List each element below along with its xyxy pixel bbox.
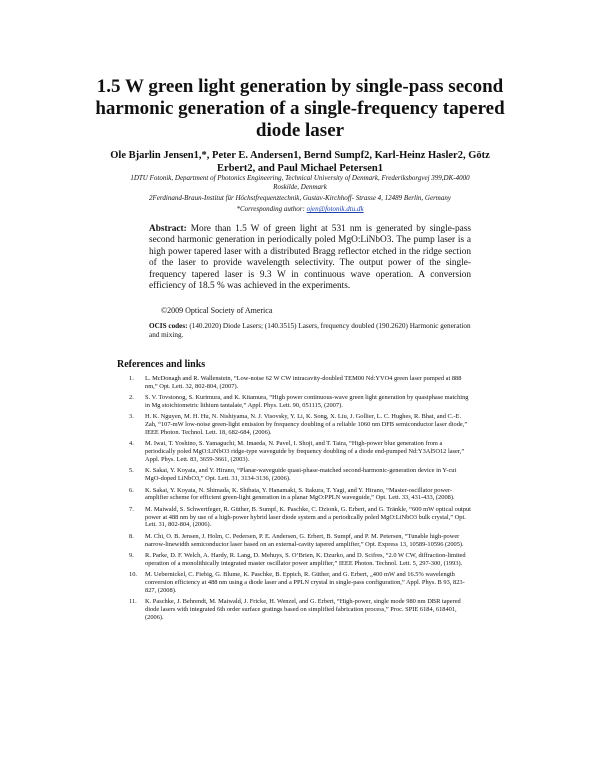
reference-item (117, 375, 473, 391)
reference-item (117, 467, 473, 483)
reference-item (117, 440, 473, 463)
ocis-text: (140.2020) Diode Lasers; (140.3515) Lasers, frequency doubled (190.2620) Harmonic generation and mixing. (149, 322, 471, 339)
reference-number: 3. (129, 413, 134, 421)
reference-item (117, 552, 473, 568)
ocis-label: OCIS codes: (149, 322, 188, 330)
reference-number: 9. (129, 551, 134, 559)
reference-item (117, 413, 473, 436)
reference-text: K. Sakai, Y. Koyata, N. Shimada, K. Shibata, Y. Hanamaki, S. Itakura, T. Yagi, and Y. Hirano, “Master-oscillator power-amplifier scheme for efficient green-light generation in a planar MgO:PPLN waveguide,” Opt. Lett. 33, 431-433, (2008). (145, 486, 455, 502)
reference-number: 1. (129, 375, 134, 382)
reference-number: 10. (129, 571, 137, 579)
affiliation-2: 2Ferdinand-Braun-Institut für Höchstfrequenztechnik, Gustav-Kirchhoff- Strasse 4, 12489 Berlin, Germany (149, 194, 451, 202)
reference-number: 6. (129, 486, 134, 494)
reference-text: H. K. Nguyen, M. H. Hu, N. Nishiyama, N. J. Visovsky, Y. Li, K. Song, X. Liu, J. Gollier, L. C. Hughes, R. Bhat, and C.-E. Zah, “107-mW low-noise green-light emission by frequency doubling of a reliable 1060 nm DFB semiconductor laser diode,” IEEE Photon. Technol. Lett. 18, 682-684, (2006). (145, 413, 468, 436)
paper-title: 1.5 W green light generation by single-pass second harmonic generation of a single-frequency tapered diode laser (95, 76, 505, 141)
abstract (149, 224, 471, 292)
reference-number: 4. (129, 440, 134, 448)
copyright-notice: ©2009 Optical Society of America (161, 306, 273, 315)
reference-text: R. Parke, D. F. Welch, A. Hardy, R. Lang, D. Mehuys, S. O’Brien, K. Dzurko, and D. Scifres, “2.0 W CW, diffraction-limited operation of a monolithically integrated master oscillator power amplifier,” IEEE Photon. Technol. Lett. 5, 297-300, (1993). (145, 551, 466, 567)
affiliations (120, 174, 480, 216)
reference-text: S. V. Tovstonog, S. Kurimura, and K. Kitamura, “High power continuous-wave green light generation by quasiphase matching in Mg stoichiometric lithium tantalate,” Appl. Phys. Lett. 90, 051115, (2007). (145, 394, 469, 409)
reference-item (117, 394, 473, 410)
author-email-link[interactable]: ojen@fotonik.dtu.dk (306, 205, 364, 213)
reference-list (117, 375, 473, 625)
reference-number: 5. (129, 467, 134, 475)
reference-text: M. Uebernickel, C. Fiebig, G. Blume, K. Paschke, B. Eppich, R. Güther, and G. Erbert, „400 mW and 16.5% wavelength conversion efficiency at 488 nm using a diode laser and a PPLN crystal in single-pass configuration,” Appl. Phys. B 93, 823-827, (2008). (145, 571, 465, 594)
reference-item (117, 571, 473, 594)
reference-number: 8. (129, 532, 134, 540)
references-heading: References and links (117, 359, 206, 370)
reference-item (117, 487, 473, 503)
author-list: Ole Bjarlin Jensen1,*, Peter E. Andersen1, Bernd Sumpf2, Karl-Heinz Hasler2, Götz Erbert2, and Paul Michael Petersen1 (110, 150, 490, 174)
abstract-label: Abstract: (149, 224, 187, 234)
reference-number: 11. (129, 598, 137, 606)
reference-item (117, 598, 473, 621)
reference-item (117, 506, 473, 529)
reference-item (117, 533, 473, 549)
reference-text: M. Chi, O. B. Jensen, J. Holm, C. Pedersen, P. E. Andersen, G. Erbert, B. Sumpf, and P. M. Petersen, “Tunable high-power narrow-linewidth semiconductor laser based on an external-cavity tapered amplifier,” Opt. Express 13, 10589-10596 (2005). (145, 532, 464, 548)
corresponding-author (120, 205, 480, 214)
reference-text: K. Sakai, Y. Koyata, and Y. Hirano, “Planar-waveguide quasi-phase-matched second-harmonic-generation device in Y-cut MgO-doped LiNbO3,” Opt. Lett. 31, 3134-3136, (2006). (145, 467, 457, 483)
corresponding-label: *Corresponding author: (236, 205, 307, 213)
reference-text: K. Paschke, J. Behrendt, M. Maiwald, J. Fricke, H. Wenzel, and G. Erbert, “High-power, single mode 980 nm DBR tapered diode lasers with integrated 6th order surface gratings based on simplified fabrication process,” Proc. SPIE 6184, 618401, (2006). (145, 598, 461, 621)
ocis-codes (149, 322, 471, 340)
reference-number: 7. (129, 505, 134, 513)
reference-text: L. McDonagh and R. Wallenstein, “Low-noise 62 W CW intracavity-doubled TEM00 Nd:YVO4 green laser pumped at 888 nm,” Opt. Lett. 32, 802-804, (2007). (145, 375, 462, 390)
reference-text: M. Maiwald, S. Schwertfeger, R. Güther, B. Sumpf, K. Paschke, C. Dzionk, G. Erbert, and G. Tränkle, “600 mW optical output power at 488 nm by use of a high-power hybrid laser diode system and a periodically poled MgO:LiNbO3 bulk crystal,” Opt. Lett. 31, 802-804, (2006). (145, 505, 471, 529)
abstract-text: More than 1.5 W of green light at 531 nm is generated by single-pass second harmonic generation in periodically poled MgO:LiNbO3. The pump laser is a high power tapered laser with a distributed Bragg reflector etched in the ridge section of the laser to provide wavelength selectivity. The output power of the single-frequency tapered laser is 9.3 W in continuous wave operation. A conversion efficiency of 18.5 % was achieved in the experiments. (149, 224, 471, 292)
reference-number: 2. (129, 394, 134, 402)
reference-text: M. Iwai, T. Yoshino, S. Yamaguchi, M. Imaeda, N. Pavel, I. Shoji, and T. Taira, “High-power blue generation from a periodically poled MgO:LiNbO3 ridge-type waveguide by frequency doubling of a diode end-pumped Nd:Y3Al5O12 laser,” Appl. Phys. Lett. 83, 3659-3661, (2003). (145, 440, 465, 463)
affiliation-1: 1DTU Fotonik, Department of Photonics Engineering, Technical University of Denmark, Frederiksborgvej 399,DK-4000 Roskilde, Denmark (130, 174, 470, 191)
